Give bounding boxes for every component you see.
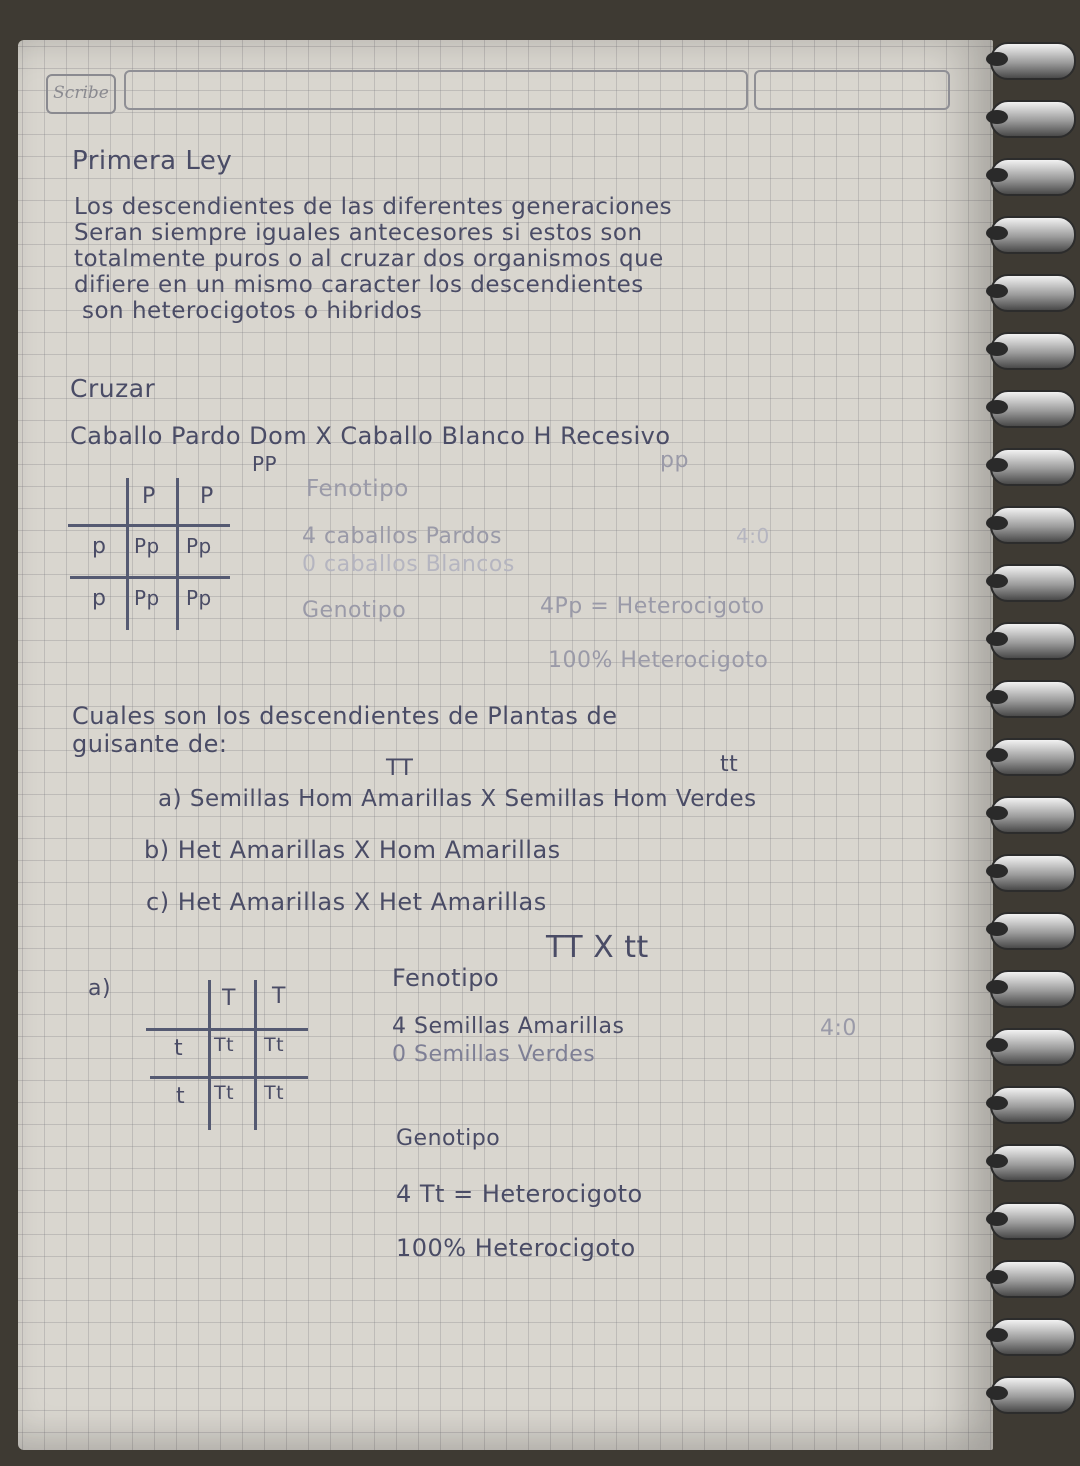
question-line: Cuales son los descendientes de Plantas de [72,702,618,730]
punnett-cell: Pp [186,586,212,610]
spiral-ring [990,448,1076,486]
cross-line: Caballo Pardo Dom X Caballo Blanco H Recesivo [70,422,671,450]
punnett-row-header: t [176,1084,186,1109]
spiral-ring [990,912,1076,950]
paragraph-line: totalmente puros o al cruzar dos organismos que [74,246,664,272]
fenotipo-line: 0 caballos Blancos [302,552,515,577]
fenotipo-line: 0 Semillas Verdes [392,1042,596,1067]
spiral-ring [990,332,1076,370]
spiral-ring [990,274,1076,312]
punnett-cell: Pp [186,534,212,558]
genotipo-line: 100% Heterocigoto [396,1234,636,1262]
spiral-ring [990,1086,1076,1124]
genotipo-line: 100% Heterocigoto [548,648,769,673]
fenotipo-label: Fenotipo [392,964,500,992]
spiral-ring [990,738,1076,776]
page-title: Primera Ley [72,146,233,176]
question-line: guisante de: [72,730,228,758]
spiral-ring [990,42,1076,80]
spiral-ring [990,796,1076,834]
spiral-ring [990,970,1076,1008]
punnett-col-header: P [200,484,214,509]
option-c: c) Het Amarillas X Het Amarillas [146,888,547,916]
genotipo-line: 4 Tt = Heterocigoto [396,1180,643,1208]
option-b: b) Het Amarillas X Hom Amarillas [144,836,561,864]
fenotipo-label: Fenotipo [306,476,409,502]
punnett-col-header: P [142,484,156,509]
brand-logo: Scribe [46,74,116,114]
punnett-row-header: t [174,1036,184,1061]
punnett-row-header: p [92,586,107,611]
punnett-col-header: T [272,984,286,1009]
spiral-ring [990,158,1076,196]
fenotipo-line: 4 caballos Pardos [302,524,502,549]
spiral-ring [990,100,1076,138]
spiral-ring [990,1376,1076,1414]
genotipo-label: Genotipo [302,598,407,623]
punnett-cell: Tt [214,1034,235,1056]
header-field-main [124,70,748,110]
ratio: 4:0 [820,1016,857,1041]
paragraph-line: difiere en un mismo caracter los descendientes [74,272,644,298]
punnett-cell: Pp [134,534,160,558]
ratio: 4:0 [736,524,770,548]
punnett-cell: Pp [134,586,160,610]
genes-right: pp [660,448,689,473]
genotipo-label: Genotipo [396,1126,501,1151]
spiral-ring [990,216,1076,254]
fenotipo-line: 4 Semillas Amarillas [392,1014,625,1039]
option-a-genes-left: TT [386,756,414,781]
paragraph-line: son heterocigotos o hibridos [82,298,423,324]
spiral-ring [990,622,1076,660]
genotipo-line: 4Pp = Heterocigoto [540,594,765,619]
genes-left: PP [252,452,278,476]
cross-line: TT X tt [546,930,649,965]
punnett-cell: Tt [214,1082,235,1104]
spiral-ring [990,680,1076,718]
punnett-col-header: T [222,986,236,1011]
spiral-ring [990,564,1076,602]
section-label: a) [88,976,112,1001]
paragraph-line: Los descendientes de las diferentes generaciones [74,194,673,220]
spiral-ring [990,1202,1076,1240]
section-heading: Cruzar [70,374,156,403]
spiral-ring [990,1028,1076,1066]
spiral-ring [990,1144,1076,1182]
spiral-ring [990,506,1076,544]
option-a: a) Semillas Hom Amarillas X Semillas Hom Verdes [158,786,757,812]
punnett-row-header: p [92,534,107,559]
punnett-cell: Tt [264,1082,285,1104]
spiral-ring [990,390,1076,428]
spiral-ring [990,854,1076,892]
option-a-genes-right: tt [720,752,739,777]
paragraph-line: Seran siempre iguales antecesores si estos son [74,220,643,246]
header-field-date [754,70,950,110]
punnett-cell: Tt [264,1034,285,1056]
spiral-ring [990,1260,1076,1298]
spiral-ring [990,1318,1076,1356]
